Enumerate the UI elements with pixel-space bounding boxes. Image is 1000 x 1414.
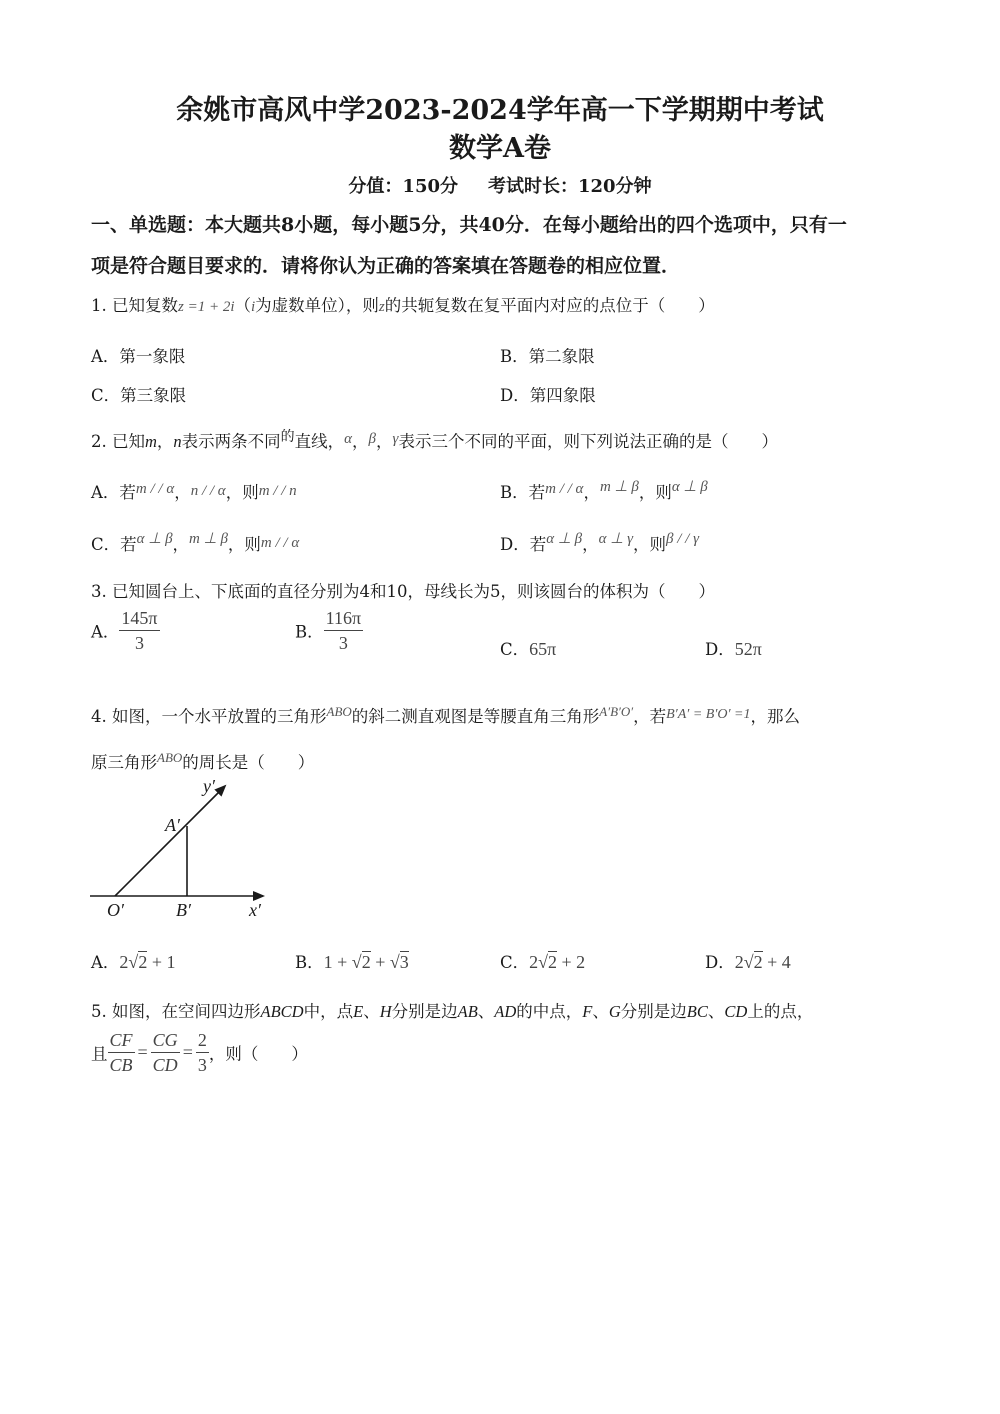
exam-meta — [0, 172, 1000, 198]
q3-option-c: C．65π — [500, 639, 557, 659]
sqrt-sign: √ — [743, 952, 754, 972]
section-heading-line2: 项是符合题目要求的．请将你认为正确的答案填在答题卷的相应位置． — [91, 255, 681, 277]
q3-option-b: B． $\frac{116\pi}{3}$ — [295, 608, 362, 653]
q2-option-c: C．若α ⊥ β，m ⊥ β，则m / / α — [91, 531, 300, 554]
sqrt-sign: √ — [128, 952, 139, 972]
q2-option-d: D．若α ⊥ β，α ⊥ γ，则β / / γ — [500, 531, 699, 554]
question-3: 3. 已知圆台上、下底面的直径分别为4和10，母线长为5，则该圆台的体积为（ ） — [91, 582, 715, 601]
fraction: $\frac{2}{3}$ — [197, 1030, 207, 1075]
q1-option-c: C．第三象限 — [91, 386, 187, 405]
point-b-label: B′ — [176, 900, 191, 920]
time-info: 考试时长：120分钟 — [488, 176, 652, 197]
math-expr: z — [378, 299, 385, 315]
oblique-projection-figure — [85, 770, 285, 930]
x-axis-label: x′ — [249, 900, 261, 920]
q2-option-b: B．若m / / α，m ⊥ β，则α ⊥ β — [500, 479, 708, 502]
q1-option-a: A．第一象限 — [91, 347, 186, 366]
fraction: $\frac{CF}{CB}$ — [109, 1030, 133, 1075]
y-axis-line — [115, 786, 225, 896]
sqrt-sign: √ — [538, 952, 549, 972]
q4-option-b: B．1 + √2 + √3 — [295, 952, 409, 972]
q1-option-b: B．第二象限 — [500, 347, 595, 366]
q3-option-a: A． $\frac{145\pi}{3}$ — [91, 608, 158, 653]
fraction: $\frac{CG}{CD}$ — [152, 1030, 178, 1075]
section-heading-line1: 一、单选题：本大题共8小题，每小题5分，共40分．在每小题给出的四个选项中，只有一 — [91, 214, 847, 236]
q1-option-d: D．第四象限 — [500, 386, 596, 405]
question-1: 1. 已知复数z =1 + 2i（i为虚数单位），则z的共轭复数在复平面内对应的点位于（ ） — [91, 296, 715, 315]
q2-option-a: A．若m / / α，n / / α，则m / / n — [91, 481, 297, 502]
sqrt-sign: √ — [389, 952, 400, 972]
math-expr: i — [251, 299, 256, 315]
q4-option-d: D．2√2 + 4 — [705, 952, 791, 972]
point-a-label: A′ — [165, 815, 180, 835]
q4-option-a: A．2√2 + 1 — [91, 952, 176, 972]
q3-option-d: D．52π — [705, 639, 762, 659]
math-expr: z =1 + 2i — [178, 299, 235, 315]
score-info: 分值：150分 — [348, 176, 458, 197]
fraction: $\frac{145\pi}{3}$ — [121, 608, 158, 653]
y-axis-label: y′ — [203, 776, 215, 796]
exam-title: 余姚市高风中学2023-2024学年高一下学期期中考试 — [176, 95, 824, 126]
question-2: 2. 已知m，n表示两条不同$^的$直线，α，β，γ表示三个不同的平面，则下列说法正确的是（ ） — [91, 429, 778, 451]
question-4-line2: 原三角形$^{ABO}$的周长是（ ） — [91, 750, 315, 772]
question-5-line1: 5. 如图，在空间四边形ABCD中，点E、H分别是边AB、AD的中点，F、G分别是边BC、CD上的点， — [91, 1002, 814, 1021]
q4-option-c: C．2√2 + 2 — [500, 952, 586, 972]
exam-subtitle: 数学A卷 — [449, 133, 551, 164]
fraction: $\frac{116\pi}{3}$ — [325, 608, 362, 653]
sqrt-sign: √ — [351, 952, 362, 972]
question-4-line1: 4. 如图，一个水平放置的三角形$^{ABO}$的斜二测直观图是等腰直角三角形$^{A'B'O'}$，若$^{B'A' = B'O' =1}$，那么 — [91, 704, 801, 726]
point-o-label: O′ — [107, 900, 124, 920]
question-5-line2: 且 $\frac{CF}{CB}$ = $\frac{CG}{CD}$ = $\frac{2}{3}$ ，则（ ） — [91, 1030, 308, 1075]
